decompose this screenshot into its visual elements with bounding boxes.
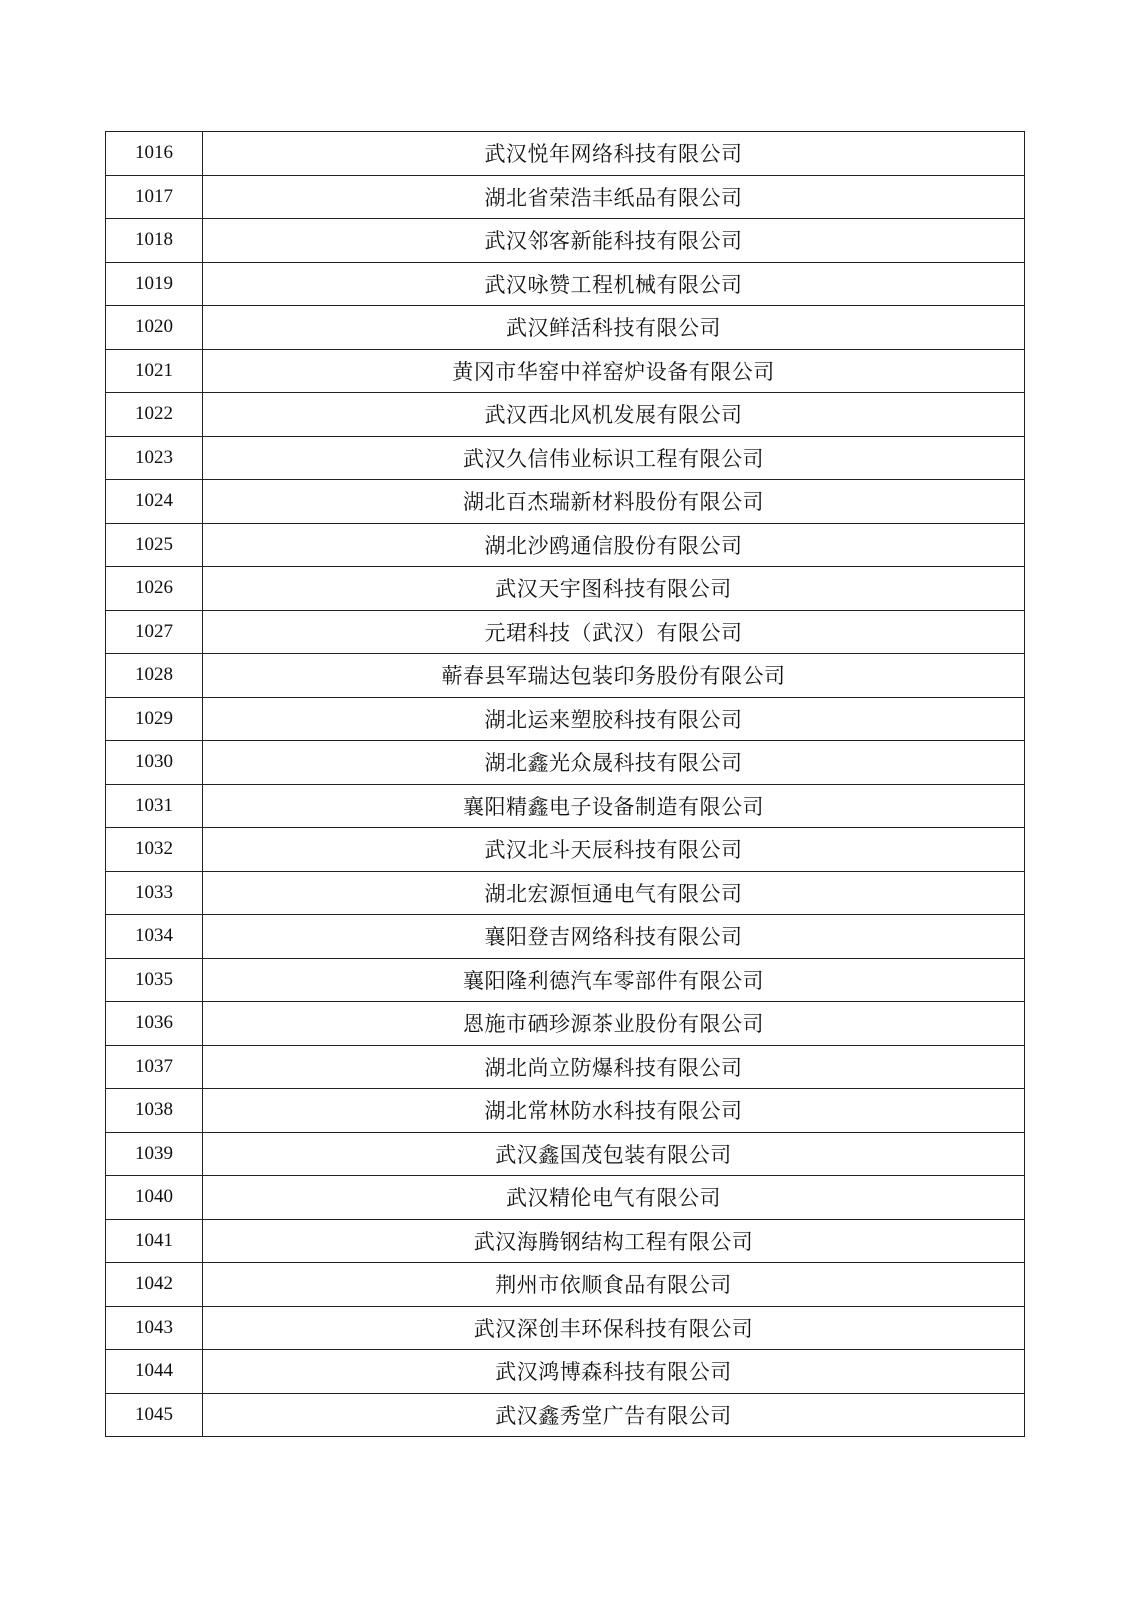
company-name: 襄阳登吉网络科技有限公司: [203, 915, 1025, 959]
row-number: 1027: [106, 610, 203, 654]
company-name: 武汉久信伟业标识工程有限公司: [203, 436, 1025, 480]
company-name: 荆州市依顺食品有限公司: [203, 1263, 1025, 1307]
row-number: 1018: [106, 219, 203, 263]
company-name: 武汉天宇图科技有限公司: [203, 567, 1025, 611]
table-row: [106, 1045, 1025, 1089]
row-number: 1031: [106, 784, 203, 828]
table-row: [106, 828, 1025, 872]
row-number: 1019: [106, 262, 203, 306]
company-name: 武汉悦年网络科技有限公司: [203, 132, 1025, 176]
row-number: 1044: [106, 1350, 203, 1394]
row-number: 1035: [106, 958, 203, 1002]
company-name: 湖北鑫光众晟科技有限公司: [203, 741, 1025, 785]
row-number: 1024: [106, 480, 203, 524]
table-row: [106, 1393, 1025, 1437]
company-name: 湖北常林防水科技有限公司: [203, 1089, 1025, 1133]
company-name: 襄阳隆利德汽车零部件有限公司: [203, 958, 1025, 1002]
table-row: [106, 393, 1025, 437]
table-row: [106, 610, 1025, 654]
table-row: [106, 784, 1025, 828]
table-row: [106, 871, 1025, 915]
table-body: [106, 132, 1025, 1437]
company-name: 湖北省荣浩丰纸品有限公司: [203, 175, 1025, 219]
company-name: 武汉鸿博森科技有限公司: [203, 1350, 1025, 1394]
table-row: [106, 219, 1025, 263]
row-number: 1045: [106, 1393, 203, 1437]
company-name: 武汉北斗天辰科技有限公司: [203, 828, 1025, 872]
row-number: 1034: [106, 915, 203, 959]
company-name: 武汉海腾钢结构工程有限公司: [203, 1219, 1025, 1263]
row-number: 1022: [106, 393, 203, 437]
table-row: [106, 306, 1025, 350]
company-name: 襄阳精鑫电子设备制造有限公司: [203, 784, 1025, 828]
company-name: 湖北尚立防爆科技有限公司: [203, 1045, 1025, 1089]
table-row: [106, 349, 1025, 393]
row-number: 1029: [106, 697, 203, 741]
company-name: 武汉深创丰环保科技有限公司: [203, 1306, 1025, 1350]
table-row: [106, 436, 1025, 480]
company-name: 湖北百杰瑞新材料股份有限公司: [203, 480, 1025, 524]
company-name: 武汉精伦电气有限公司: [203, 1176, 1025, 1220]
row-number: 1025: [106, 523, 203, 567]
row-number: 1020: [106, 306, 203, 350]
company-name: 武汉鑫国茂包装有限公司: [203, 1132, 1025, 1176]
row-number: 1041: [106, 1219, 203, 1263]
row-number: 1042: [106, 1263, 203, 1307]
company-name: 湖北沙鸥通信股份有限公司: [203, 523, 1025, 567]
company-name: 武汉咏赞工程机械有限公司: [203, 262, 1025, 306]
row-number: 1021: [106, 349, 203, 393]
company-name: 武汉鲜活科技有限公司: [203, 306, 1025, 350]
table-row: [106, 1263, 1025, 1307]
table-row: [106, 915, 1025, 959]
row-number: 1032: [106, 828, 203, 872]
company-name: 元珺科技（武汉）有限公司: [203, 610, 1025, 654]
table-row: [106, 1219, 1025, 1263]
row-number: 1033: [106, 871, 203, 915]
company-name: 湖北运来塑胶科技有限公司: [203, 697, 1025, 741]
table-row: [106, 567, 1025, 611]
table-row: [106, 1002, 1025, 1046]
company-name: 武汉鑫秀堂广告有限公司: [203, 1393, 1025, 1437]
row-number: 1036: [106, 1002, 203, 1046]
row-number: 1038: [106, 1089, 203, 1133]
row-number: 1040: [106, 1176, 203, 1220]
company-name: 蕲春县军瑞达包装印务股份有限公司: [203, 654, 1025, 698]
row-number: 1030: [106, 741, 203, 785]
table-row: [106, 175, 1025, 219]
table-row: [106, 523, 1025, 567]
company-name: 湖北宏源恒通电气有限公司: [203, 871, 1025, 915]
table-row: [106, 1306, 1025, 1350]
table-row: [106, 958, 1025, 1002]
row-number: 1026: [106, 567, 203, 611]
company-name: 恩施市硒珍源茶业股份有限公司: [203, 1002, 1025, 1046]
table-row: [106, 741, 1025, 785]
company-list-table: [105, 131, 1025, 1437]
table-row: [106, 480, 1025, 524]
row-number: 1028: [106, 654, 203, 698]
table-row: [106, 262, 1025, 306]
row-number: 1017: [106, 175, 203, 219]
table-row: [106, 132, 1025, 176]
row-number: 1037: [106, 1045, 203, 1089]
table-row: [106, 1176, 1025, 1220]
company-name: 黄冈市华窑中祥窑炉设备有限公司: [203, 349, 1025, 393]
table-row: [106, 1132, 1025, 1176]
table-row: [106, 1350, 1025, 1394]
company-name: 武汉西北风机发展有限公司: [203, 393, 1025, 437]
table-row: [106, 1089, 1025, 1133]
company-name: 武汉邻客新能科技有限公司: [203, 219, 1025, 263]
row-number: 1016: [106, 132, 203, 176]
row-number: 1023: [106, 436, 203, 480]
table-row: [106, 697, 1025, 741]
table-row: [106, 654, 1025, 698]
row-number: 1039: [106, 1132, 203, 1176]
row-number: 1043: [106, 1306, 203, 1350]
